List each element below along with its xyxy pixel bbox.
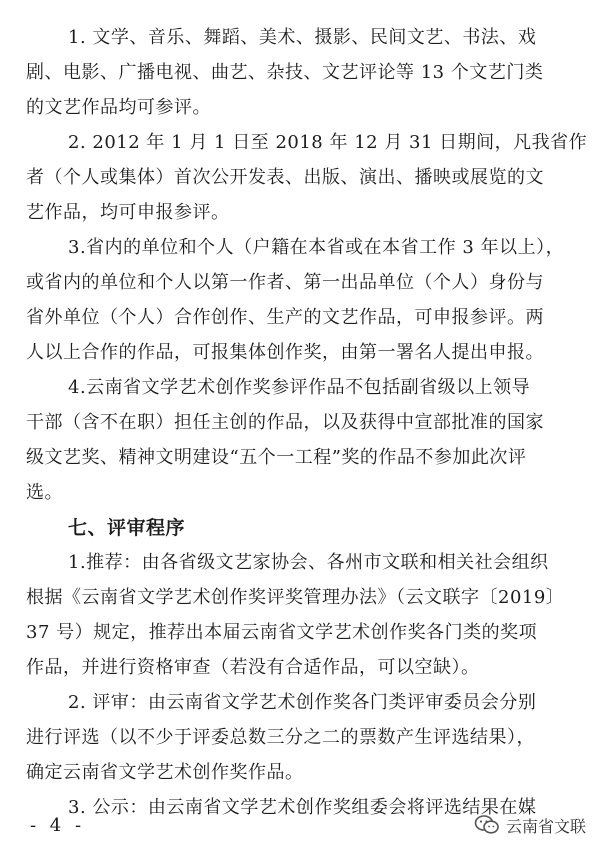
text-line: 3.省内的单位和个人（户籍在本省或在本省工作 3 年以上）， — [68, 237, 565, 258]
text-line: 2. 2012 年 1 月 1 日至 2018 年 12 月 31 日期间，凡我省作 — [68, 132, 588, 153]
text-line: 艺作品，均可申报参评。 — [26, 202, 230, 223]
text-line: 级文艺奖、精神文明建设“五个一工程”奖的作品不参加此次评 — [26, 447, 527, 468]
watermark — [474, 810, 586, 840]
text-line: 选。 — [26, 482, 63, 503]
text-line: 作品，并进行资格审查（若没有合适作品，可以空缺）。 — [26, 657, 480, 678]
text-line: 4.云南省文学艺术创作奖参评作品不包括副省级以上领导 — [68, 377, 531, 398]
wechat-official-account-icon — [474, 814, 500, 836]
text-line: 3. 公示：由云南省文学艺术创作奖组委会将评选结果在媒 — [68, 797, 537, 818]
text-line: 或省内的单位和个人以第一作者、第一出品单位（个人）身份与 — [26, 272, 544, 293]
text-line: 进行评选（以不少于评委总数三分之二的票数产生评选结果）， — [26, 727, 535, 748]
text-line: 37 号）规定，推荐出本届云南省文学艺术创作奖各门类的奖项 — [26, 622, 538, 643]
text-line: 人以上合作的作品，可报集体创作奖，由第一署名人提出申报。 — [26, 342, 544, 363]
text-line: 2. 评审：由云南省文学艺术创作奖各门类评审委员会分别 — [68, 692, 537, 713]
text-line: 根据《云南省文学艺术创作奖评奖管理办法》（云文联字〔2019〕 — [26, 587, 565, 608]
watermark-text: 云南省文联 — [505, 816, 586, 836]
text-line: 干部（含不在职）担任主创的作品，以及获得中宣部批准的国家 — [26, 412, 544, 433]
text-line: 剧、电影、广播电视、曲艺、杂技、文艺评论等 13 个文艺门类 — [26, 62, 544, 83]
text-line: 省外单位（个人）合作创作、生产的文艺作品，可申报参评。两 — [26, 307, 544, 328]
text-line: 确定云南省文学艺术创作奖作品。 — [26, 762, 304, 783]
text-line: 1. 文学、音乐、舞蹈、美术、摄影、民间文艺、书法、戏 — [68, 27, 537, 48]
page-number: - 4 - — [30, 815, 86, 836]
text-line: 1.推荐：由各省级文艺家协会、各州市文联和相关社会组织 — [68, 552, 549, 573]
text-line: 者（个人或集体）首次公开发表、出版、演出、播映或展览的文 — [26, 167, 544, 188]
section-heading: 七、评审程序 — [68, 517, 186, 539]
text-line: 的文艺作品均可参评。 — [26, 97, 211, 118]
